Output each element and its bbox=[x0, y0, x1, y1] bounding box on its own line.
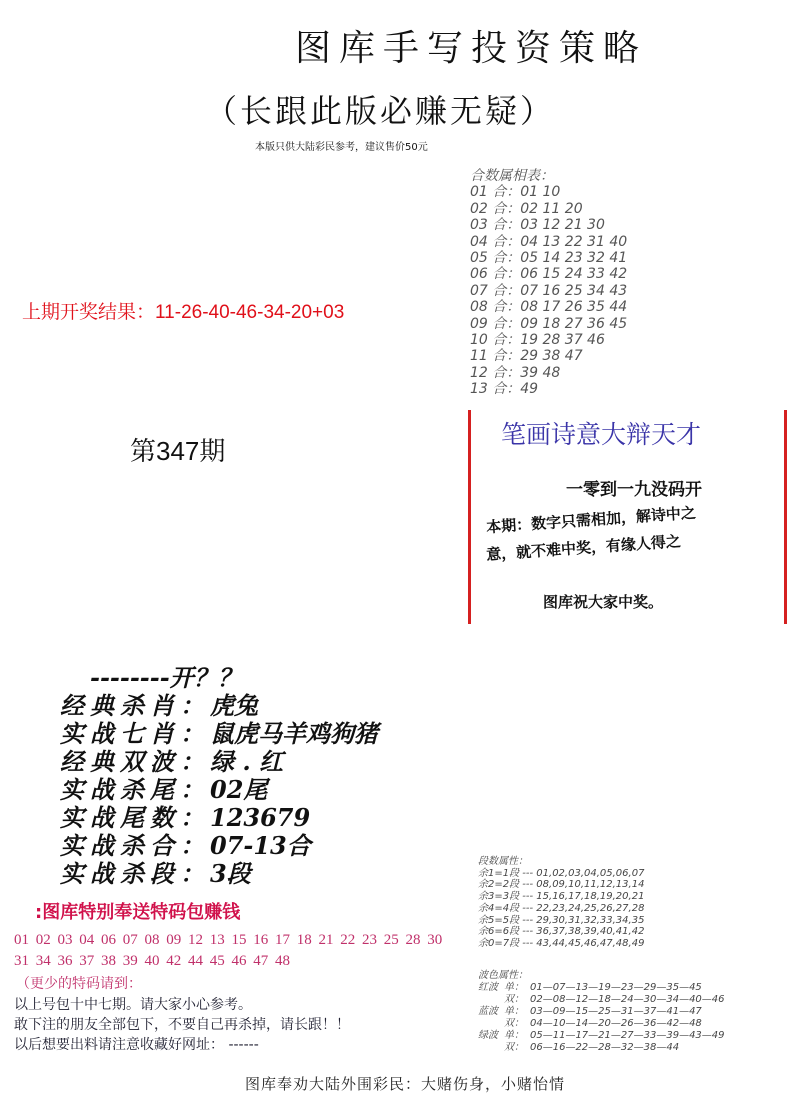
poem-line: 意，就不难中奖，有缘人得之 bbox=[485, 532, 682, 564]
wave-table bbox=[478, 970, 731, 1054]
kill-label: 实战杀段： bbox=[60, 859, 210, 888]
wave-type: 双： bbox=[504, 1018, 524, 1029]
message-line: 以后想要出料请注意收藏好网址： ------ bbox=[14, 1037, 259, 1053]
wave-row bbox=[478, 1030, 731, 1042]
he-row: 12 合：39 48 bbox=[470, 364, 561, 381]
wave-type: 单： bbox=[504, 1006, 524, 1017]
wave-type: 单： bbox=[504, 982, 524, 993]
kill-header: --------开？？ bbox=[90, 663, 242, 692]
wave-nums: 04—10—14—20—26—36—42—48 bbox=[530, 1018, 702, 1029]
he-row: 13 合：49 bbox=[470, 381, 539, 398]
issue-number: 第347期 bbox=[130, 436, 226, 466]
wave-name: 蓝波 bbox=[478, 1006, 498, 1017]
kill-value: 02尾 bbox=[210, 775, 268, 804]
wave-row bbox=[478, 994, 731, 1006]
he-row: 04 合：04 13 22 31 40 bbox=[470, 233, 628, 250]
he-table bbox=[470, 168, 627, 398]
wave-row bbox=[478, 1042, 731, 1054]
wave-type: 双： bbox=[504, 994, 524, 1005]
he-row: 08 合：08 17 26 35 44 bbox=[470, 299, 628, 316]
kill-row bbox=[60, 832, 378, 860]
he-row: 02 合：02 11 20 bbox=[470, 200, 583, 217]
segment-row: 余4=4段 --- 22,23,24,25,26,27,28 bbox=[478, 902, 645, 914]
kill-label: 实战杀尾： bbox=[60, 775, 210, 804]
kill-value: 虎兔 bbox=[210, 691, 258, 720]
wave-row bbox=[478, 1006, 731, 1018]
special-heading: :图库特别奉送特码包赚钱 bbox=[35, 902, 241, 923]
poem-heading: 笔画诗意大辩天才 bbox=[501, 420, 702, 449]
he-row: 01 合：01 10 bbox=[470, 184, 561, 201]
wave-nums: 05—11—17—21—27—33—39—43—49 bbox=[530, 1030, 725, 1041]
he-row: 07 合：07 16 25 34 43 bbox=[470, 282, 628, 299]
kill-label: 经典双波： bbox=[60, 747, 210, 776]
segment-row: 余6=6段 --- 36,37,38,39,40,41,42 bbox=[478, 926, 645, 938]
kill-label: 实战杀合： bbox=[60, 831, 210, 860]
segment-row: 余5=5段 --- 29,30,31,32,33,34,35 bbox=[478, 914, 645, 926]
kill-value: 鼠虎马羊鸡狗猪 bbox=[210, 719, 378, 748]
kill-row bbox=[60, 720, 378, 748]
wave-name bbox=[478, 1018, 504, 1030]
wave-type: 双： bbox=[504, 1042, 524, 1053]
kill-row bbox=[60, 692, 378, 720]
page-title: 图库手写投资策略 bbox=[295, 28, 648, 69]
message-line: 以上号包十中七期。请大家小心参考。 bbox=[14, 997, 252, 1013]
last-result bbox=[22, 300, 344, 325]
segment-row: 余2=2段 --- 08,09,10,11,12,13,14 bbox=[478, 879, 645, 891]
poem-box bbox=[468, 410, 787, 624]
last-result-numbers: 11-26-40-46-34-20+03 bbox=[155, 302, 345, 323]
segment-title: 段数属性： bbox=[478, 856, 528, 867]
kill-value: 07-13合 bbox=[210, 831, 311, 860]
he-row: 06 合：06 15 24 33 42 bbox=[470, 266, 628, 283]
he-row: 10 合：19 28 37 46 bbox=[470, 332, 605, 349]
segment-row: 余3=3段 --- 15,16,17,18,19,20,21 bbox=[478, 891, 645, 903]
segment-row: 余0=7段 --- 43,44,45,46,47,48,49 bbox=[478, 937, 645, 949]
kill-row bbox=[60, 776, 378, 804]
message-line: 敢下注的朋友全部包下，不要自己再杀掉，请长跟！！ bbox=[14, 1017, 350, 1033]
kill-row bbox=[60, 860, 378, 888]
wave-title: 波色属性： bbox=[478, 970, 528, 981]
more-codes-note: （更少的特码请到： bbox=[16, 976, 142, 992]
kill-value: 绿 . 红 bbox=[210, 747, 284, 776]
he-row: 09 合：09 18 27 36 45 bbox=[470, 315, 628, 332]
wave-name bbox=[478, 994, 504, 1006]
wave-row bbox=[478, 982, 731, 994]
kill-label: 实战七肖： bbox=[60, 719, 210, 748]
kill-row bbox=[60, 804, 378, 832]
subtitle: （长跟此版必赚无疑） bbox=[205, 92, 556, 130]
segment-table bbox=[478, 856, 644, 950]
wave-name: 红波 bbox=[478, 982, 498, 993]
he-row: 11 合：29 38 47 bbox=[470, 348, 583, 365]
last-result-label: 上期开奖结果： bbox=[22, 301, 156, 323]
wave-name: 绿波 bbox=[478, 1030, 498, 1041]
wave-name bbox=[478, 1042, 504, 1054]
wave-nums: 03—09—15—25—31—37—41—47 bbox=[530, 1006, 702, 1017]
special-codes: 01 02 03 04 06 07 08 09 12 13 15 16 17 18 21 22 23 25 28 30 31 34 36 37 38 39 40 42 44 45 46 47 48 bbox=[14, 932, 443, 969]
poem-border bbox=[784, 410, 787, 624]
wave-type: 单： bbox=[504, 1030, 524, 1041]
poem-line: 图库祝大家中奖。 bbox=[543, 593, 664, 611]
footer-note: 图库奉劝大陆外围彩民：大赌伤身，小赌怡情 bbox=[245, 1075, 566, 1093]
kill-value: 3段 bbox=[210, 859, 251, 888]
he-row: 05 合：05 14 23 32 41 bbox=[470, 250, 628, 267]
kill-label: 实战尾数： bbox=[60, 803, 210, 832]
he-row: 03 合：03 12 21 30 bbox=[470, 217, 605, 234]
he-table-title: 合数属相表： bbox=[470, 168, 554, 184]
wave-row bbox=[478, 1018, 731, 1030]
segment-row: 余1=1段 --- 01,02,03,04,05,06,07 bbox=[478, 867, 645, 879]
poem-line: 本期：数字只需相加，解诗中之 bbox=[485, 503, 697, 537]
kill-row bbox=[60, 748, 378, 776]
wave-nums: 02—08—12—18—24—30—34—40—46 bbox=[530, 994, 725, 1005]
wave-nums: 06—16—22—28—32—38—44 bbox=[530, 1042, 680, 1053]
kill-value: 123679 bbox=[210, 803, 311, 832]
poem-line: 一零到一九没码开 bbox=[566, 480, 702, 500]
wave-nums: 01—07—13—19—23—29—35—45 bbox=[530, 982, 702, 993]
kill-list bbox=[60, 664, 378, 888]
kill-label: 经典杀肖： bbox=[60, 691, 210, 720]
price-note: 本版只供大陆彩民参考，建议售价50元 bbox=[255, 142, 428, 153]
